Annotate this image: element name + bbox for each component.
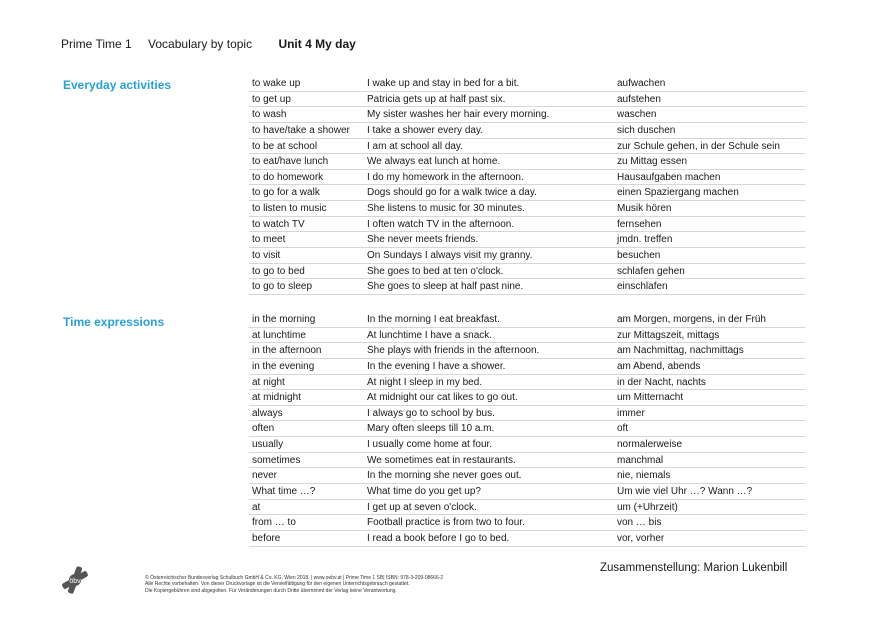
german-translation: am Morgen, morgens, in der Früh bbox=[617, 314, 766, 325]
example-sentence: She goes to bed at ten o'clock. bbox=[367, 265, 504, 277]
example-sentence: Football practice is from two to four. bbox=[367, 517, 525, 529]
example-sentence: In the evening I have a shower. bbox=[367, 360, 506, 372]
example-sentence: At lunchtime I have a snack. bbox=[367, 329, 493, 341]
german-translation: am Abend, abends bbox=[617, 360, 701, 372]
english-term: in the afternoon bbox=[252, 345, 322, 357]
vocab-row bbox=[249, 531, 805, 547]
english-term: often bbox=[252, 423, 275, 435]
english-term: to visit bbox=[252, 250, 281, 262]
vocab-row bbox=[249, 437, 805, 453]
copyright-footer bbox=[145, 575, 443, 594]
german-translation: schlafen gehen bbox=[617, 265, 685, 277]
example-sentence: She listens to music for 30 minutes. bbox=[367, 203, 525, 215]
example-sentence: Dogs should go for a walk twice a day. bbox=[367, 187, 537, 199]
example-sentence: Patricia gets up at half past six. bbox=[367, 93, 506, 105]
example-sentence: She plays with friends in the afternoon. bbox=[367, 345, 540, 357]
vocab-row bbox=[249, 248, 805, 264]
example-sentence: At midnight our cat likes to go out. bbox=[367, 392, 518, 404]
english-term: usually bbox=[252, 439, 284, 451]
vocab-table-everyday bbox=[249, 76, 805, 295]
vocab-row bbox=[249, 406, 805, 422]
english-term: to go for a walk bbox=[252, 187, 320, 199]
example-sentence: What time do you get up? bbox=[367, 486, 481, 498]
german-translation: immer bbox=[617, 407, 645, 419]
vocab-row bbox=[249, 185, 805, 201]
german-translation: vor, vorher bbox=[617, 532, 665, 544]
german-translation: aufwachen bbox=[617, 78, 666, 89]
english-term: to meet bbox=[252, 234, 286, 246]
example-sentence: In the morning she never goes out. bbox=[367, 470, 522, 482]
vocab-row bbox=[249, 201, 805, 217]
example-sentence: She never meets friends. bbox=[367, 234, 479, 246]
example-sentence: In the morning I eat breakfast. bbox=[367, 314, 500, 325]
compiler-credit: Zusammenstellung: Marion Lukenbill bbox=[600, 562, 788, 574]
example-sentence: We sometimes eat in restaurants. bbox=[367, 454, 516, 466]
header-subtitle: Vocabulary by topic bbox=[148, 37, 253, 51]
vocab-row bbox=[249, 92, 805, 108]
german-translation: einen Spaziergang machen bbox=[617, 187, 739, 199]
english-term: What time …? bbox=[252, 486, 316, 498]
section-title-time: Time expressions bbox=[63, 315, 165, 329]
vocab-row bbox=[249, 232, 805, 248]
vocab-row bbox=[249, 107, 805, 123]
german-translation: fernsehen bbox=[617, 218, 662, 230]
vocab-row bbox=[249, 123, 805, 139]
german-translation: nie, niemals bbox=[617, 470, 671, 482]
vocab-row bbox=[249, 312, 805, 328]
example-sentence: I do my homework in the afternoon. bbox=[367, 171, 524, 183]
english-term: at lunchtime bbox=[252, 329, 306, 341]
english-term: at bbox=[252, 501, 261, 513]
german-translation: in der Nacht, nachts bbox=[617, 376, 706, 388]
example-sentence: I am at school all day. bbox=[367, 140, 463, 152]
example-sentence: I always go to school by bus. bbox=[367, 407, 495, 419]
english-term: to do homework bbox=[252, 171, 324, 183]
vocab-row bbox=[249, 500, 805, 516]
example-sentence: I usually come home at four. bbox=[367, 439, 493, 451]
vocab-row bbox=[249, 375, 805, 391]
vocab-row bbox=[249, 279, 805, 295]
german-translation: jmdn. treffen bbox=[617, 234, 673, 246]
book-title: Prime Time 1 bbox=[61, 37, 132, 51]
german-translation: normalerweise bbox=[617, 439, 683, 451]
german-translation: oft bbox=[617, 423, 629, 435]
page-header bbox=[61, 37, 369, 51]
example-sentence: I read a book before I go to bed. bbox=[367, 532, 510, 544]
footer-line: © Österreichischer Bundesverlag Schulbuch GmbH & Co. KG, Wien 2018. | www.oebv.at | Prime Time 1 SB| ISBN: 978-3-209-08666-2 bbox=[145, 575, 444, 581]
example-sentence: I take a shower every day. bbox=[367, 124, 483, 136]
german-translation: Um wie viel Uhr …? Wann …? bbox=[617, 486, 753, 498]
example-sentence: I often watch TV in the afternoon. bbox=[367, 218, 515, 230]
unit-title: Unit 4 My day bbox=[278, 37, 356, 51]
english-term: always bbox=[252, 407, 283, 419]
english-term: to watch TV bbox=[252, 218, 305, 230]
english-term: to wash bbox=[252, 109, 287, 121]
english-term: from … to bbox=[252, 517, 296, 529]
english-term: to go to bed bbox=[252, 265, 305, 277]
german-translation: manchmal bbox=[617, 454, 664, 466]
english-term: sometimes bbox=[252, 454, 301, 466]
vocab-row bbox=[249, 484, 805, 500]
vocab-row bbox=[249, 390, 805, 406]
vocab-row bbox=[249, 453, 805, 469]
german-translation: zur Mittagszeit, mittags bbox=[617, 329, 720, 341]
german-translation: einschlafen bbox=[617, 281, 668, 293]
german-translation: von … bis bbox=[617, 517, 662, 529]
english-term: to eat/have lunch bbox=[252, 156, 329, 168]
english-term: to go to sleep bbox=[252, 281, 313, 293]
vocab-row bbox=[249, 328, 805, 344]
english-term: in the morning bbox=[252, 314, 316, 325]
english-term: to wake up bbox=[252, 78, 301, 89]
english-term: before bbox=[252, 532, 281, 544]
vocab-row bbox=[249, 515, 805, 531]
english-term: to have/take a shower bbox=[252, 124, 350, 136]
publisher-logo bbox=[60, 565, 90, 595]
german-translation: um (+Uhrzeit) bbox=[617, 501, 678, 513]
vocab-row bbox=[249, 421, 805, 437]
german-translation: Musik hören bbox=[617, 203, 672, 215]
german-translation: waschen bbox=[617, 109, 657, 121]
vocab-row bbox=[249, 264, 805, 280]
logo-text: öbv bbox=[69, 578, 81, 585]
example-sentence: I get up at seven o'clock. bbox=[367, 501, 477, 513]
german-translation: am Nachmittag, nachmittags bbox=[617, 345, 744, 357]
vocab-row bbox=[249, 468, 805, 484]
vocab-row bbox=[249, 359, 805, 375]
footer-line: Die Kopiergebühren sind abgegolten. Für Veränderungen durch Dritte übernimmt der Verlag keine Verantwortung. bbox=[145, 587, 397, 594]
english-term: never bbox=[252, 470, 278, 482]
english-term: to be at school bbox=[252, 140, 318, 152]
german-translation: zu Mittag essen bbox=[617, 156, 688, 168]
example-sentence: Mary often sleeps till 10 a.m. bbox=[367, 423, 495, 435]
example-sentence: At night I sleep in my bed. bbox=[367, 376, 483, 388]
german-translation: um Mitternacht bbox=[617, 392, 684, 404]
example-sentence: She goes to sleep at half past nine. bbox=[367, 281, 524, 293]
vocab-row bbox=[249, 170, 805, 186]
vocab-row bbox=[249, 154, 805, 170]
english-term: to listen to music bbox=[252, 203, 327, 215]
vocab-row bbox=[249, 76, 805, 92]
english-term: at night bbox=[252, 376, 285, 388]
example-sentence: My sister washes her hair every morning. bbox=[367, 109, 550, 121]
vocab-row bbox=[249, 139, 805, 155]
vocab-row bbox=[249, 343, 805, 359]
german-translation: zur Schule gehen, in der Schule sein bbox=[617, 140, 780, 152]
vocab-table-time bbox=[249, 312, 805, 547]
vocab-row bbox=[249, 217, 805, 233]
footer-line: Alle Rechte vorbehalten. Von dieser Druckvorlage ist die Vervielfältigung für den eigenen Unterrichtsgebrauch gestattet. bbox=[145, 581, 410, 588]
example-sentence: I wake up and stay in bed for a bit. bbox=[367, 78, 520, 89]
example-sentence: We always eat lunch at home. bbox=[367, 156, 501, 168]
section-title-everyday: Everyday activities bbox=[63, 78, 172, 92]
german-translation: sich duschen bbox=[617, 124, 676, 136]
english-term: at midnight bbox=[252, 392, 301, 404]
german-translation: Hausaufgaben machen bbox=[617, 171, 721, 183]
german-translation: besuchen bbox=[617, 250, 661, 262]
english-term: to get up bbox=[252, 93, 291, 105]
example-sentence: On Sundays I always visit my granny. bbox=[367, 250, 533, 262]
english-term: in the evening bbox=[252, 360, 315, 372]
german-translation: aufstehen bbox=[617, 93, 661, 105]
